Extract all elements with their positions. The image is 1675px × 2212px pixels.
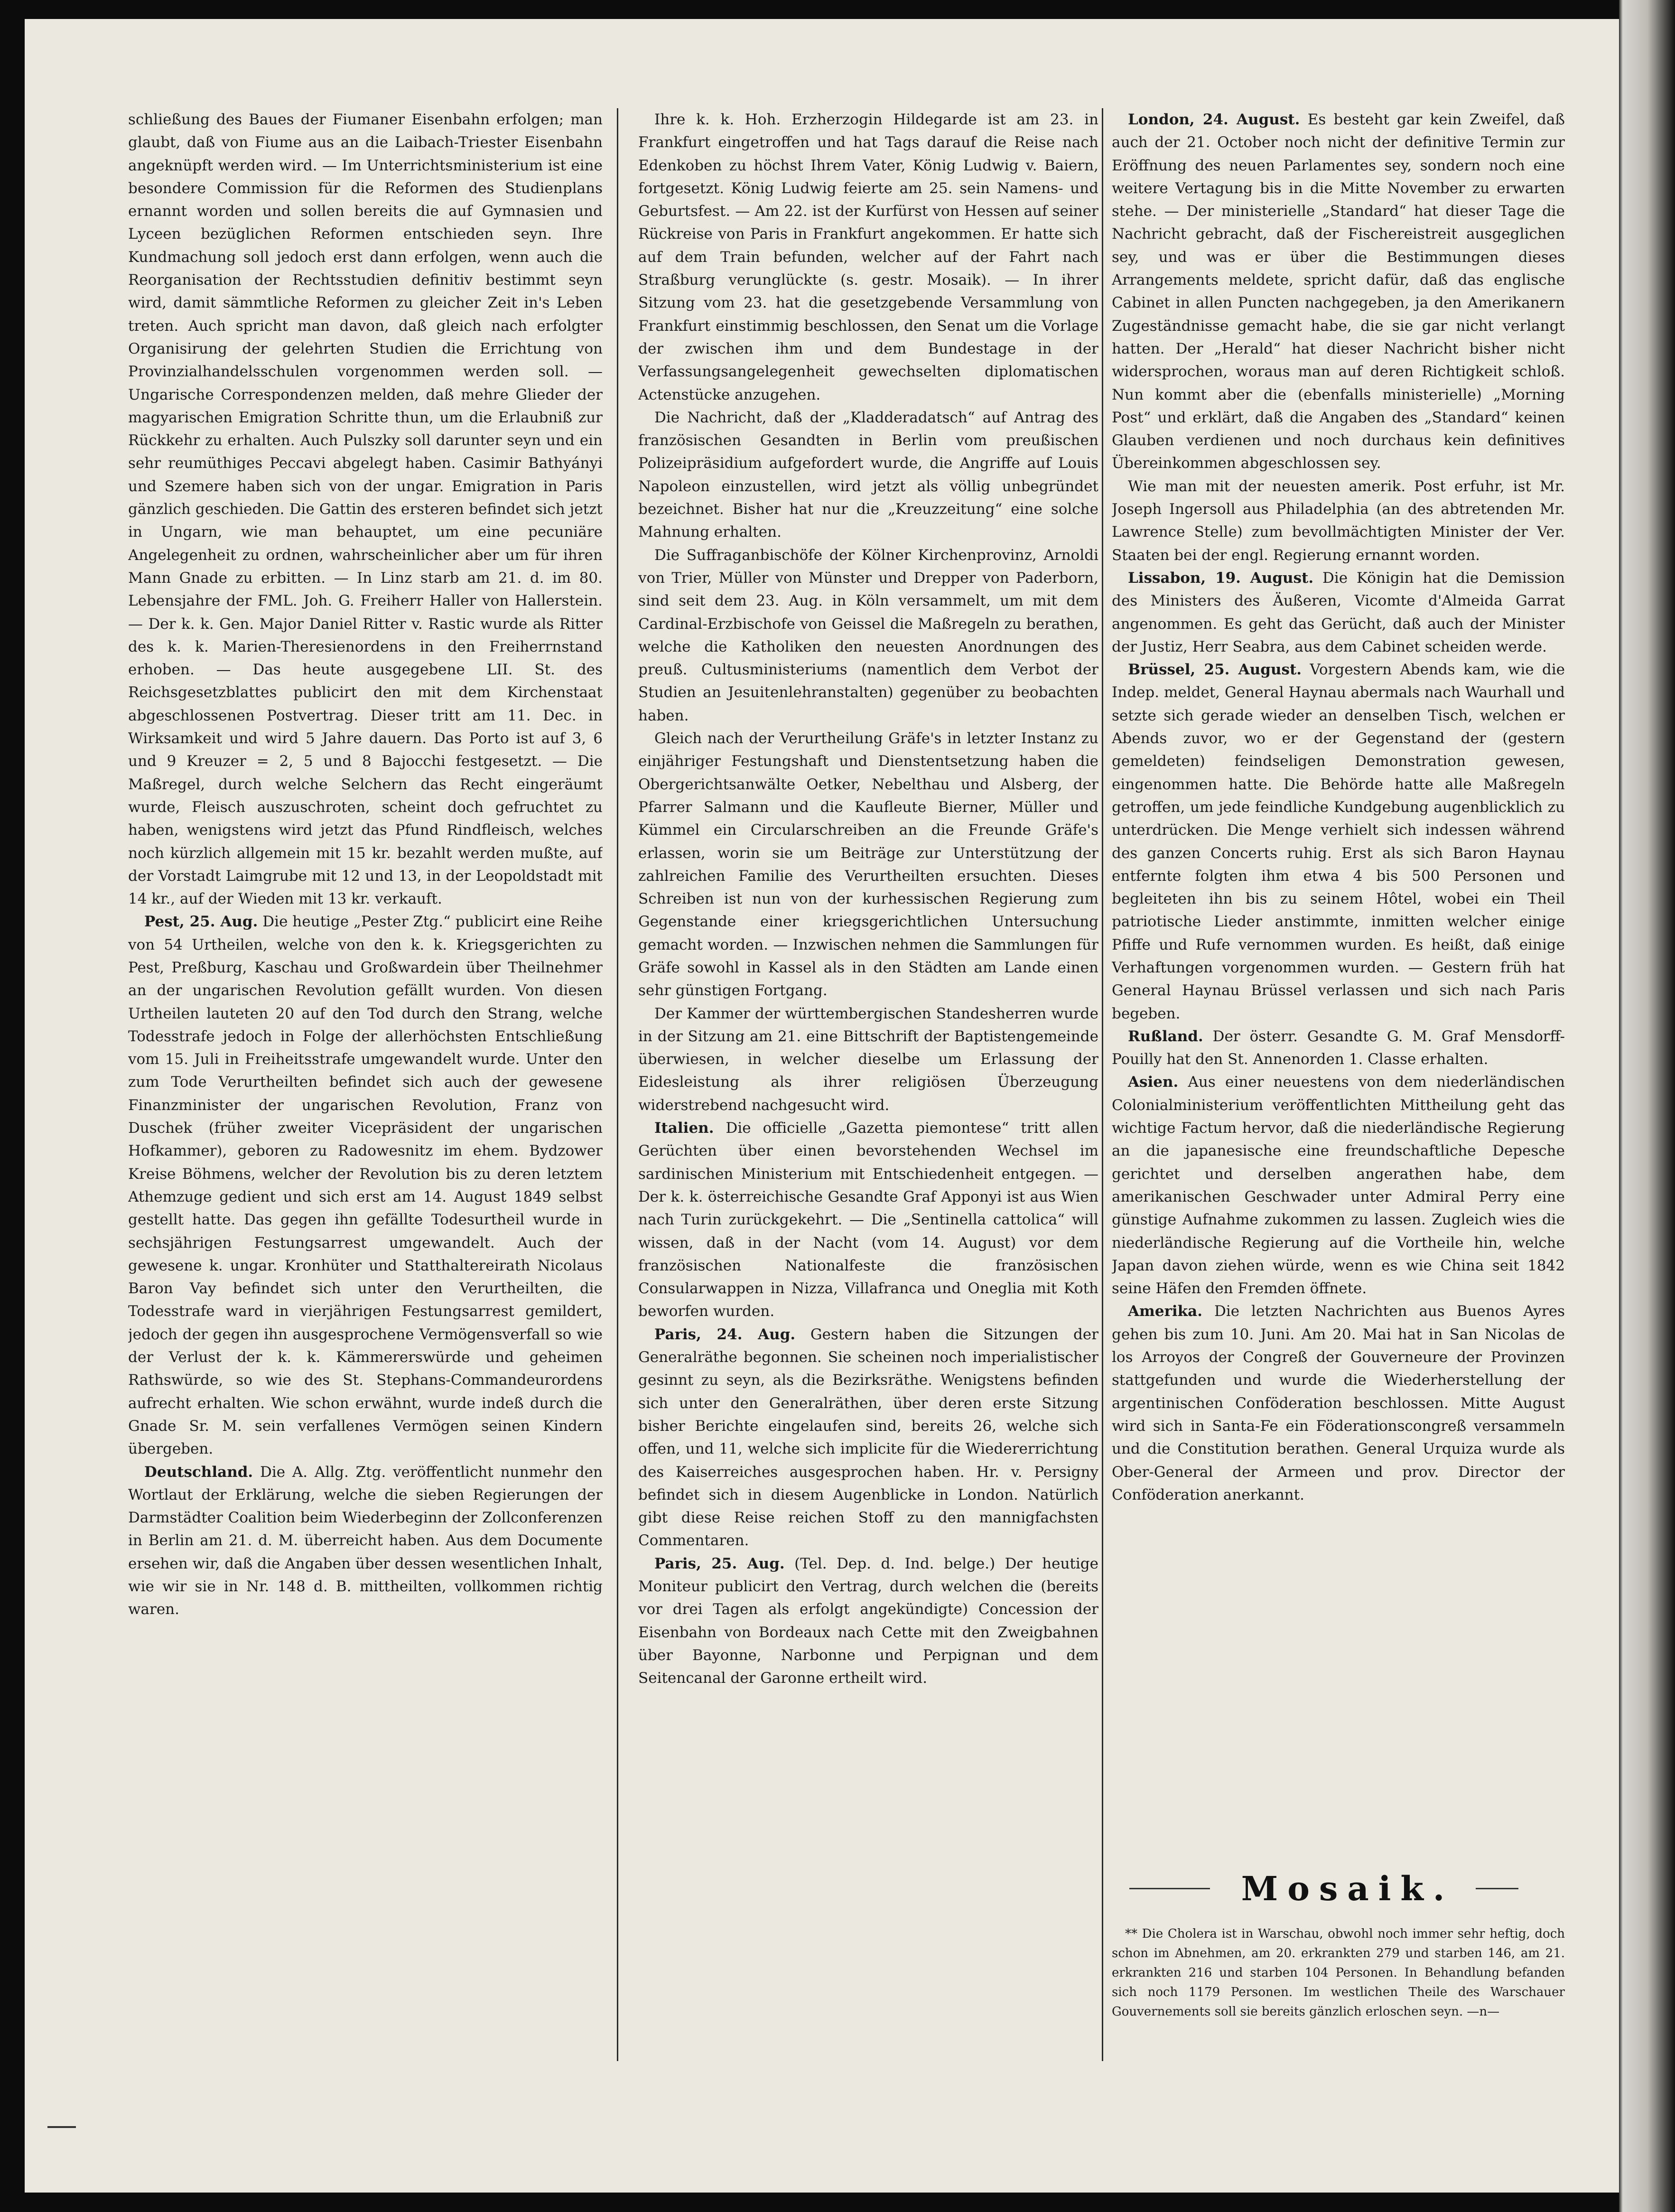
article-paragraph [638,108,1098,406]
article-paragraph [1112,567,1565,658]
column-2 [638,108,1098,2044]
paragraph-text: Der Kammer der württembergischen Standesherren wurde in der Sitzung am 21. eine Bittschrift der Baptistengemeinde überwiesen, in welcher dieselbe um Erlassung der Eidesleistung als ihrer religiösen Überzeugung widerstrebend nachgesucht wird. [638,1005,1098,1114]
article-paragraph [638,1002,1098,1117]
article-paragraph [128,1461,603,1621]
paragraph-text: Der österr. Gesandte G. M. Graf Mensdorff-Pouilly hat den St. Annenorden 1. Classe erhalten. [1112,1027,1565,1068]
paragraph-text: Ihre k. k. Hoh. Erzherzogin Hildegarde ist am 23. in Frankfurt eingetroffen und hat Tags darauf die Reise nach Edenkoben zu höchst Ihrem Vater, König Ludwig v. Baiern, fortgesetzt. König Ludwig feierte am 25. sein Namens- und Geburtsfest. — Am 22. ist der Kurfürst von Hessen auf seiner Rückreise von Paris in Frankfurt angekommen. Er hatte sich auf dem Train befunden, welcher auf der Fahrt nach Straßburg verunglückte (s. gestr. Mosaik). — In ihrer Sitzung vom 23. hat die gesetzgebende Versammlung von Frankfurt einstimmig beschlossen, den Senat um die Vorlage der zwischen ihm und dem Bundestage in der Verfassungsangelegenheit gewechselten diplomatischen Actenstücke anzugehen. [638,111,1098,403]
paragraph-text: Wie man mit der neuesten amerik. Post erfuhr, ist Mr. Joseph Ingersoll aus Philadelphia (an des abtretenden Mr. Lawrence Stelle) zum bevollmächtigten Minister der Ver. Staaten bei der engl. Regierung ernannt worden. [1112,477,1565,564]
dateline: Pest, 25. Aug. [144,913,258,931]
paragraph-text: Die Nachricht, daß der „Kladderadatsch“ auf Antrag des französischen Gesandten in Berlin vom preußischen Polizeipräsidium aufgefordert wurde, die Angriffe auf Louis Napoleon einzustellen, wird jetzt als völlig unbegründet bezeichnet. Bisher hat nur die „Kreuzzeitung“ eine solche Mahnung erhalten. [638,409,1098,541]
paragraph-text: Die Suffraganbischöfe der Kölner Kirchenprovinz, Arnoldi von Trier, Müller von Münster und Drepper von Paderborn, sind seit dem 23. Aug. in Köln versammelt, um mit dem Cardinal-Erzbischofe von Geissel die Maßregeln zu berathen, welche die Katholiken den neuesten Anordnungen des preuß. Cultusministeriums (namentlich dem Verbot der Studien an Jesuitenlehranstalten) gegenüber zu beobachten haben. [638,546,1098,724]
article-paragraph [1112,1071,1565,1300]
paragraph-text: Die letzten Nachrichten aus Buenos Ayres gehen bis zum 10. Juni. Am 20. Mai hat in San Nicolas de los Arroyos der Congreß der Gouverneure der Provinzen stattgefunden und wurde die Wiederherstellung der argentinischen Conföderation beschlossen. Mitte August wird sich in Santa-Fe ein Föderationscongreß versammeln und die Constitution berathen. General Urquiza wurde als Ober-General der Armeen und prov. Director der Conföderation anerkannt. [1112,1303,1565,1503]
article-paragraph [1112,1300,1565,1506]
column-divider [1102,108,1103,2061]
article-paragraph [1112,475,1565,567]
mosaik-section [1112,1924,1565,2034]
column-1 [128,108,603,2044]
column-3 [1112,108,1565,2044]
article-paragraph [1112,1025,1565,1071]
scan-edge [1619,0,1675,2212]
article-paragraph [1112,658,1565,1025]
paragraph-text: Die officielle „Gazetta piemontese“ tritt allen Gerüchten über einen bevorstehenden Wechsel im sardinischen Ministerium mit Entschiedenheit entgegen. — Der k. k. österreichische Gesandte Graf Apponyi ist aus Wien nach Turin zurückgekehrt. — Die „Sentinella cattolica“ will wissen, daß in der Nacht (vom 14. August) vor dem französischen Nationalfeste die französischen Consularwappen in Nizza, Villafranca und Oneglia mit Koth beworfen wurden. [638,1120,1098,1320]
mosaik-text: ** Die Cholera ist in Warschau, obwohl noch immer sehr heftig, doch schon im Abnehmen, am 20. erkrankten 279 und starben 146, am 21. erkrankten 216 und starben 104 Personen. In Behandlung befanden sich noch 1179 Personen. Im westlichen Theile des Warschauer Gouvernements soll sie bereits gänzlich erloschen seyn. —n— [1112,1927,1565,2019]
paragraph-text: schließung des Baues der Fiumaner Eisenbahn erfolgen; man glaubt, daß von Fiume aus an die Laibach-Triester Eisenbahn angeknüpft werden wird. — Im Unterrichtsministerium ist eine besondere Commission für die Reformen des Studienplans ernannt worden und sollen bereits die auf Gymnasien und Lyceen bezüglichen Reformen entschieden seyn. Ihre Kundmachung soll jedoch erst dann erfolgen, wenn auch die Reorganisation der Rechtsstudien definitiv bestimmt seyn wird, damit sämmtliche Reformen zu gleicher Zeit in's Leben treten. Auch spricht man davon, daß gleich nach erfolgter Organisirung der gelehrten Studien die Errichtung von Provinzialhandelsschulen vorgenommen werden soll. — Ungarische Correspondenzen melden, daß mehre Glieder der magyarischen Emigration Schritte thun, um die Erlaubniß zur Rückkehr zu erhalten. Auch Pulszky soll darunter seyn und ein sehr reumüthiges Peccavi abgelegt haben. Casimir Bathyányi und Szemere haben sich von der ungar. Emigration in Paris gänzlich geschieden. Die Gattin des ersteren befindet sich jetzt in Ungarn, wie man behauptet, um eine pecuniäre Angelegenheit zu ordnen, wahrscheinlicher aber um für ihren Mann Gnade zu erbitten. — In Linz starb am 21. d. im 80. Lebensjahre der FML. Joh. G. Freiherr Haller von Hallerstein. — Der k. k. Gen. Major Daniel Ritter v. Rastic wurde als Ritter des k. k. Marien-Theresienordens in den Freiherrnstand erhoben. — Das heute ausgegebene LII. St. des Reichsgesetzblattes publicirt den mit dem Kirchenstaat abgeschlossenen Postvertrag. Dieser tritt am 11. Dec. in Wirksamkeit und wird 5 Jahre dauern. Das Porto ist auf 3, 6 und 9 Kreuzer = 2, 5 und 8 Bajocchi festgesetzt. — Die Maßregel, durch welche Selchern das Recht eingeräumt wurde, Fleisch auszuschroten, scheint doch gefruchtet zu haben, wenigstens wird jetzt das Pfund Rindfleisch, welches noch kürzlich allgemein mit 15 kr. bezahlt werden mußte, auf der Vorstadt Laimgrube mit 12 und 13, in der Leopoldstadt mit 14 kr., auf der Wieden mit 13 kr. verkauft. [128,111,603,908]
paragraph-text: Gleich nach der Verurtheilung Gräfe's in letzter Instanz zu einjähriger Festungshaft und Dienstentsetzung haben die Obergerichtsanwälte Oetker, Nebelthau und Alsberg, der Pfarrer Salmann und die Kaufleute Bierner, Müller und Kümmel ein Circularschreiben an die Freunde Gräfe's erlassen, worin sie um Beiträge zur Unterstützung der zahlreichen Familie des Verurtheilten ersuchten. Dieses Schreiben ist nun von der kurhessischen Regierung zum Gegenstande einer kriegsgerichtlichen Untersuchung gemacht worden. — Inzwischen nehmen die Sammlungen für Gräfe sowohl in Kassel als in den Städten am Lande einen sehr günstigen Fortgang. [638,730,1098,999]
margin-mark [47,2126,76,2128]
dateline: Paris, 24. Aug. [654,1325,796,1343]
article-paragraph [638,406,1098,544]
dateline: Amerika. [1128,1303,1203,1320]
paragraph-text: Gestern haben die Sitzungen der Generalräthe begonnen. Sie scheinen noch imperialistischer gesinnt zu seyn, als die Bezirksräthe. Wenigstens befinden sich unter den Generalräthen, über deren erste Sitzung bisher Berichte eingelaufen sind, bereits 26, welche sich offen, und 11, welche sich implicite für die Wiedererrichtung des Kaiserreiches ausgesprochen haben. Hr. v. Persigny befindet sich in diesem Augenblicke in London. Natürlich gibt diese Reise reichen Stoff zu den mannigfachsten Commentaren. [638,1325,1098,1549]
paragraph-text: Die Königin hat die Demission des Ministers des Äußeren, Vicomte d'Almeida Garrat angenommen. Es geht das Gerücht, daß auch der Minister der Justiz, Herr Seabra, aus dem Cabinet scheiden werde. [1112,569,1565,655]
dateline: Italien. [654,1120,714,1137]
article-paragraph [638,1323,1098,1552]
dateline: London, 24. August. [1128,111,1300,128]
dateline: Lissabon, 19. August. [1128,569,1314,587]
article-paragraph [638,1117,1098,1323]
mosaik-heading: Mosaik. [1241,1869,1454,1908]
paragraph-text: Die A. Allg. Ztg. veröffentlicht nunmehr den Wortlaut der Erklärung, welche die sieben Regierungen der Darmstädter Coalition beim Wiederbeginn der Zollconferenzen in Berlin am 21. d. M. überreicht haben. Aus dem Documente ersehen wir, daß die Angaben über dessen wesentlichen Inhalt, wie wir sie in Nr. 148 d. B. mittheilten, vollkommen richtig waren. [128,1463,603,1618]
article-paragraph [1112,108,1565,475]
paragraph-text: Vorgestern Abends kam, wie die Indep. meldet, General Haynau abermals nach Waurhall und setzte sich gerade wieder an denselben Tisch, welchen er Abends zuvor, wo er der Gegenstand der (gestern gemeldeten) feindseligen Demonstration gewesen, eingenommen hatte. Die Behörde hatte alle Maßregeln getroffen, um jede feindliche Kundgebung augenblicklich zu unterdrücken. Die Menge verhielt sich indessen während des ganzen Concerts ruhig. Erst als sich Baron Haynau entfernte folgten ihm etwa 4 bis 500 Personen und begleiteten ihn bis zu seinem Hôtel, wobei ein Theil patriotische Lieder anstimmte, inmitten welcher einige Pfiffe und Rufe vernommen wurden. Es heißt, daß einige Verhaftungen vorgenommen wurden. — Gestern früh hat General Haynau Brüssel verlassen und sich nach Paris begeben. [1112,661,1565,1022]
paragraph-text: Es besteht gar kein Zweifel, daß auch der 21. October noch nicht der definitive Termin zur Eröffnung des neuen Parlamentes sey, sondern noch eine weitere Vertagung bis in die Mitte November zu erwarten stehe. — Der ministerielle „Standard“ hat dieser Tage die Nachricht gebracht, daß der Fischereistreit ausgeglichen sey, und was er über die Bestimmungen dieses Arrangements meldete, spricht dafür, daß das englische Cabinet in allen Puncten nachgegeben, ja den Amerikanern Zugeständnisse gemacht habe, die sie gar nicht verlangt hatten. Der „Herald“ hat dieser Nachricht bisher nicht widersprochen, woraus man auf deren Richtigkeit schloß. Nun kommt aber die (ebenfalls ministerielle) „Morning Post“ und erklärt, daß die Angaben des „Standard“ keinen Glauben verdienen und noch durchaus kein definitives Übereinkommen abgeschlossen sey. [1112,111,1565,472]
article-paragraph [638,1552,1098,1690]
article-paragraph [128,910,603,1460]
dateline: Asien. [1128,1073,1179,1091]
paragraph-text: Die heutige „Pester Ztg.“ publicirt eine Reihe von 54 Urtheilen, welche von den k. k. Kriegsgerichten zu Pest, Preßburg, Kaschau und Großwardein über Theilnehmer an der ungarischen Revolution gefällt wurden. Von diesen Urtheilen lauteten 20 auf den Tod durch den Strang, welche Todesstrafe jedoch in Folge der allerhöchsten Entschließung vom 15. Juli in Freiheitsstrafe umgewandelt wurde. Unter den zum Tode Verurtheilten befindet sich auch der gewesene Finanzminister der ungarischen Revolution, Franz von Duschek (früher zweiter Vicepräsident der ungarischen Hofkammer), geboren zu Radowesnitz im ehem. Bydzower Kreise Böhmens, welcher der Revolution bis zu deren letztem Athemzuge gedient und sich erst am 14. August 1849 selbst gestellt hatte. Das gegen ihn gefällte Todesurtheil wurde in sechsjährigen Festungsarrest umgewandelt. Auch der gewesene k. ungar. Kronhüter und Statthaltereirath Nicolaus Baron Vay befindet sich unter den Verurtheilten, die Todesstrafe ward in vierjährigen Festungsarrest gemildert, jedoch der gegen ihn ausgesprochene Vermögensverfall so wie der Verlust der k. k. Kämmererswürde und geheimen Rathswürde, so wie des St. Stephans-Commandeurordens aufrecht erhalten. Wie schon erwähnt, wurde indeß durch die Gnade Sr. M. sein verfallenes Vermögen seinen Kindern übergeben. [128,913,603,1458]
article-paragraph [128,108,603,910]
dateline: Deutschland. [144,1463,253,1481]
article-paragraph [638,727,1098,1002]
dateline: Brüssel, 25. August. [1128,661,1302,679]
paragraph-text: Aus einer neuestens von dem niederländischen Colonialministerium veröffentlichten Mittheilung geht das wichtige Factum hervor, daß die niederländische Regierung an die japanesische eine freundschaftliche Depesche gerichtet und derselben angerathen habe, dem amerikanischen Geschwader unter Admiral Perry eine günstige Aufnahme zukommen zu lassen. Zugleich wies die niederländische Regierung auf die Vortheile hin, welche Japan davon ziehen würde, wenn es wie China seit 1842 seine Häfen den Fremden öffnete. [1112,1073,1565,1297]
paragraph-text: (Tel. Dep. d. Ind. belge.) Der heutige Moniteur publicirt den Vertrag, durch welchen die (bereits vor drei Tagen als erfolgt angekündigte) Concession der Eisenbahn von Bordeaux nach Cette mit den Zweigbahnen über Bayonne, Narbonne und Perpignan und dem Seitencanal der Garonne ertheilt wird. [638,1555,1098,1687]
dateline: Rußland. [1128,1027,1203,1045]
article-paragraph [638,544,1098,727]
dateline: Paris, 25. Aug. [654,1555,785,1572]
column-divider [617,108,618,2061]
